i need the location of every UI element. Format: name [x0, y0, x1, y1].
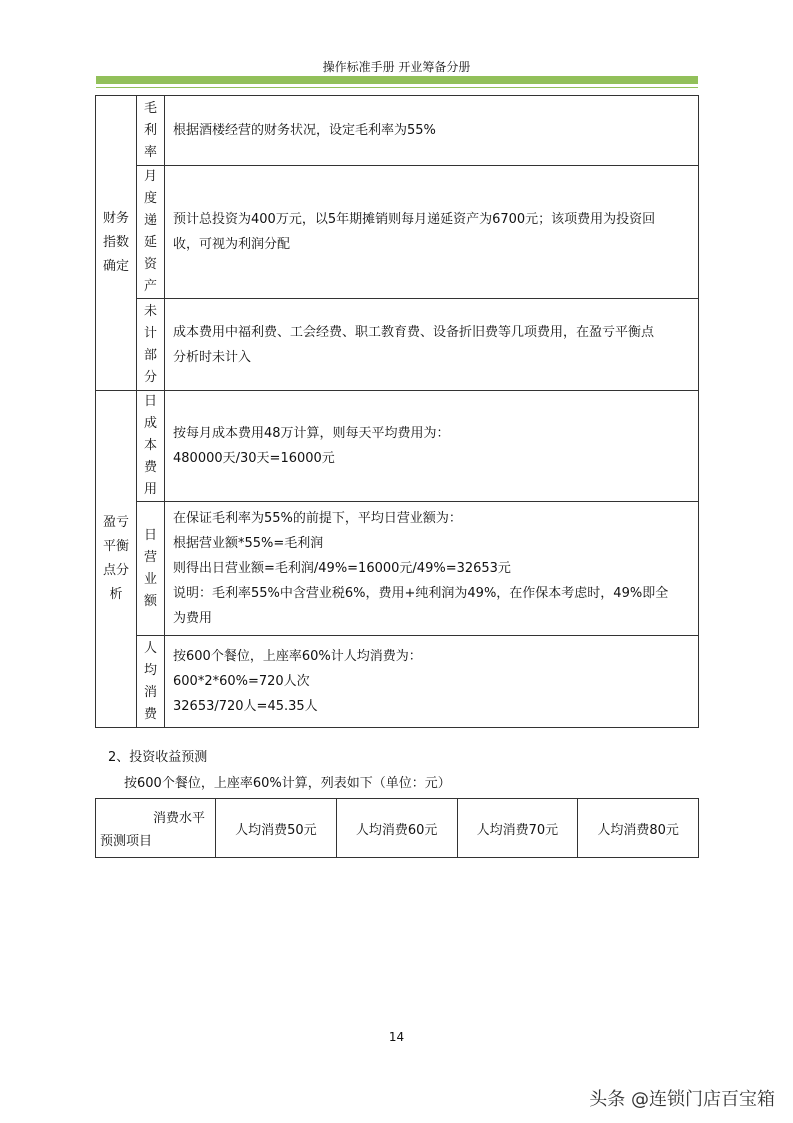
group-label-finance	[96, 96, 137, 391]
content-line: 收，可视为利润分配	[173, 237, 291, 252]
corner-top-label: 消费水平	[152, 811, 205, 826]
group-label-line: 指数	[102, 235, 129, 250]
key-char: 日	[143, 527, 157, 543]
key-char: 业	[143, 571, 157, 587]
key-char: 分	[143, 369, 157, 385]
row-key-daily-cost	[137, 391, 165, 502]
key-char: 计	[143, 325, 157, 341]
row-content-daily-cost	[165, 391, 699, 502]
content-line: 为费用	[173, 611, 213, 626]
row-content-deferred-assets	[165, 166, 699, 299]
content-line: 按600个餐位，上座率60%计人均消费为：	[173, 649, 422, 664]
group-label-breakeven	[96, 391, 137, 728]
row-content-daily-revenue	[165, 502, 699, 636]
running-header: 操作标准手册 开业筹备分册	[322, 60, 471, 74]
row-key-unaccounted	[137, 299, 165, 391]
content-line: 按每月成本费用48万计算，则每天平均费用为：	[173, 426, 450, 441]
content-line: 在保证毛利率为55%的前提下，平均日营业额为：	[173, 511, 462, 526]
group-label-line: 点分	[102, 563, 129, 578]
key-char: 月	[143, 169, 157, 184]
header-green-bar	[96, 76, 698, 84]
key-char: 部	[143, 347, 157, 363]
column-header: 人均消费60元	[336, 799, 457, 858]
key-char: 均	[143, 662, 157, 678]
content-line: 根据营业额*55%=毛利润	[173, 536, 324, 551]
header-rule	[96, 87, 698, 88]
content-line: 说明：毛利率55%中含营业税6%，费用+纯利润为49%，在作保本考虑时，49%即全	[173, 586, 669, 601]
key-char: 递	[143, 213, 157, 228]
key-char: 毛	[143, 100, 157, 116]
column-header: 人均消费50元	[216, 799, 337, 858]
key-char: 日	[143, 394, 157, 409]
row-content-per-capita	[165, 636, 699, 728]
corner-header-cell	[96, 799, 216, 858]
content-line: 600*2*60%=720人次	[173, 674, 310, 689]
group-label-line: 盈亏	[102, 515, 129, 530]
key-char: 度	[143, 191, 157, 206]
row-key-daily-revenue	[137, 502, 165, 636]
key-char: 营	[143, 549, 157, 565]
key-char: 延	[143, 235, 157, 250]
corner-bottom-label: 预测项目	[100, 834, 153, 849]
forecast-table	[95, 798, 699, 858]
row-content-unaccounted	[165, 299, 699, 391]
key-char: 率	[143, 144, 157, 160]
column-header: 人均消费80元	[578, 799, 699, 858]
group-label-line: 确定	[102, 259, 129, 274]
key-char: 成	[143, 416, 157, 431]
section-heading: 2、投资收益预测	[108, 750, 208, 765]
content-line: 则得出日营业额=毛利润/49%=16000元/49%=32653元	[173, 561, 511, 576]
section-intro: 按600个餐位，上座率60%计算，列表如下（单位：元）	[124, 776, 451, 791]
content-line: 分析时未计入	[173, 349, 252, 365]
row-key-per-capita	[137, 636, 165, 728]
key-char: 消	[143, 684, 157, 700]
content-line: 32653/720人=45.35人	[173, 699, 318, 714]
content-line: 成本费用中福利费、工会经费、职工教育费、设备折旧费等几项费用，在盈亏平衡点	[173, 324, 655, 340]
content-line: 根据酒楼经营的财务状况，设定毛利率为55%	[173, 123, 436, 138]
key-char: 本	[143, 438, 157, 453]
row-key-deferred-assets	[137, 166, 165, 299]
group-label-line: 析	[109, 587, 123, 602]
group-label-line: 平衡	[102, 539, 129, 554]
key-char: 用	[143, 482, 157, 497]
key-char: 额	[143, 593, 157, 609]
key-char: 产	[143, 279, 157, 294]
brand-watermark: 头条 @连锁门店百宝箱	[589, 1089, 775, 1110]
key-char: 费	[143, 460, 157, 475]
key-char: 资	[143, 257, 157, 272]
key-char: 未	[143, 303, 157, 319]
content-line: 预计总投资为400万元，以5年期摊销则每月递延资产为6700元；该项费用为投资回	[173, 212, 656, 227]
content-line: 480000天/30天=16000元	[173, 451, 335, 466]
group-label-line: 财务	[102, 211, 129, 226]
finance-table	[95, 95, 699, 728]
page-number: 14	[388, 1030, 405, 1044]
key-char: 费	[143, 706, 157, 722]
key-char: 利	[143, 122, 157, 138]
column-header: 人均消费70元	[457, 799, 578, 858]
row-key-gross-margin	[137, 96, 165, 166]
key-char: 人	[143, 640, 157, 656]
row-content-gross-margin	[165, 96, 699, 166]
